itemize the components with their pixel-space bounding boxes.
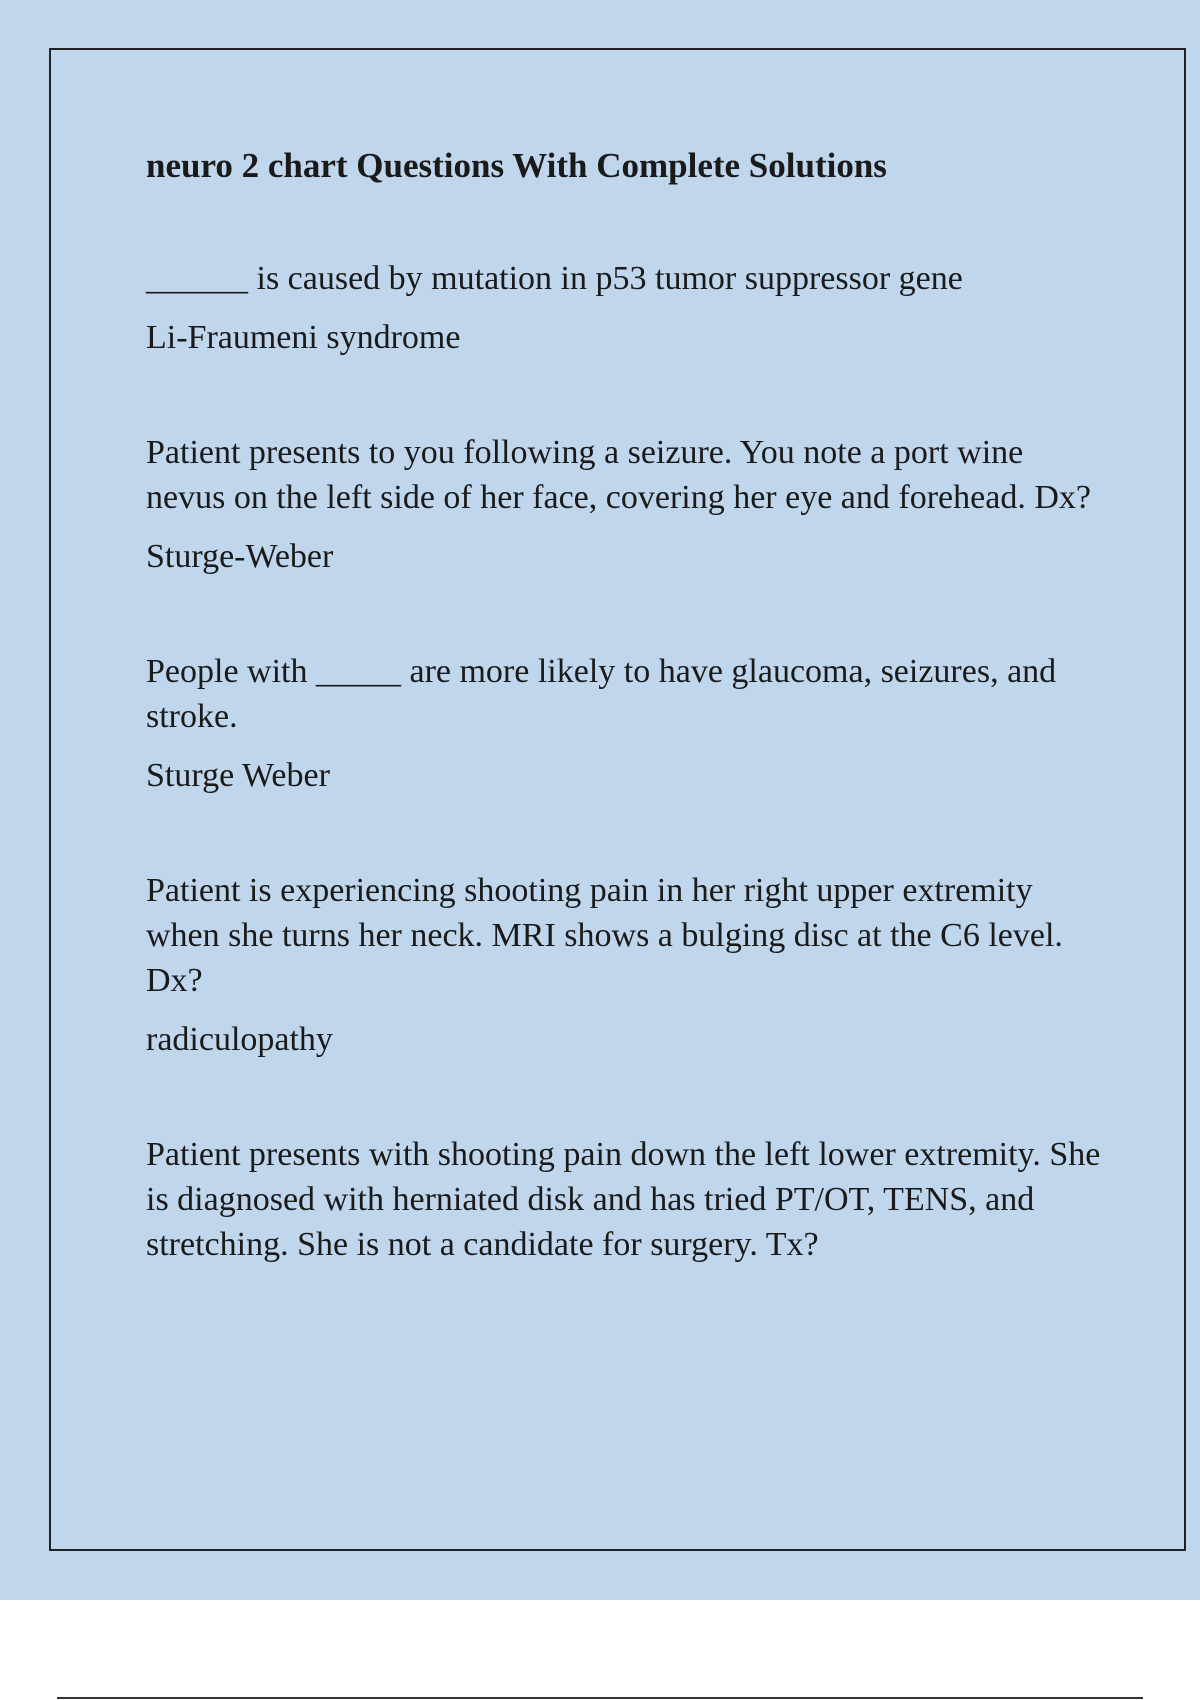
- question-text: People with _____ are more likely to have glaucoma, seizures, and stroke.: [146, 653, 1057, 735]
- answer-text: Sturge Weber: [146, 757, 330, 794]
- qa-item: [146, 430, 1106, 579]
- document-content: [146, 140, 1106, 1337]
- answer-text: Li-Fraumeni syndrome: [146, 319, 461, 356]
- question-text: Patient presents with shooting pain down the left lower extremity. She is diagnosed with herniated disk and has tried PT/OT, TENS, and stretching. She is not a candidate for surgery. Tx?: [146, 1136, 1101, 1263]
- question-text: Patient is experiencing shooting pain in her right upper extremity when she turns her neck. MRI shows a bulging disc at the C6 level. Dx?: [146, 872, 1063, 999]
- answer-text: radiculopathy: [146, 1021, 333, 1058]
- question-text: ______ is caused by mutation in p53 tumor suppressor gene: [146, 260, 963, 297]
- qa-item: [146, 1132, 1106, 1267]
- document-title: neuro 2 chart Questions With Complete Solutions: [146, 146, 887, 185]
- qa-item: [146, 868, 1106, 1062]
- qa-item: [146, 649, 1106, 798]
- qa-item: [146, 256, 1106, 360]
- question-text: Patient presents to you following a seizure. You note a port wine nevus on the left side of her face, covering her eye and forehead. Dx?: [146, 434, 1091, 516]
- page-bottom-rule: [57, 1697, 1143, 1699]
- answer-text: Sturge-Weber: [146, 538, 334, 575]
